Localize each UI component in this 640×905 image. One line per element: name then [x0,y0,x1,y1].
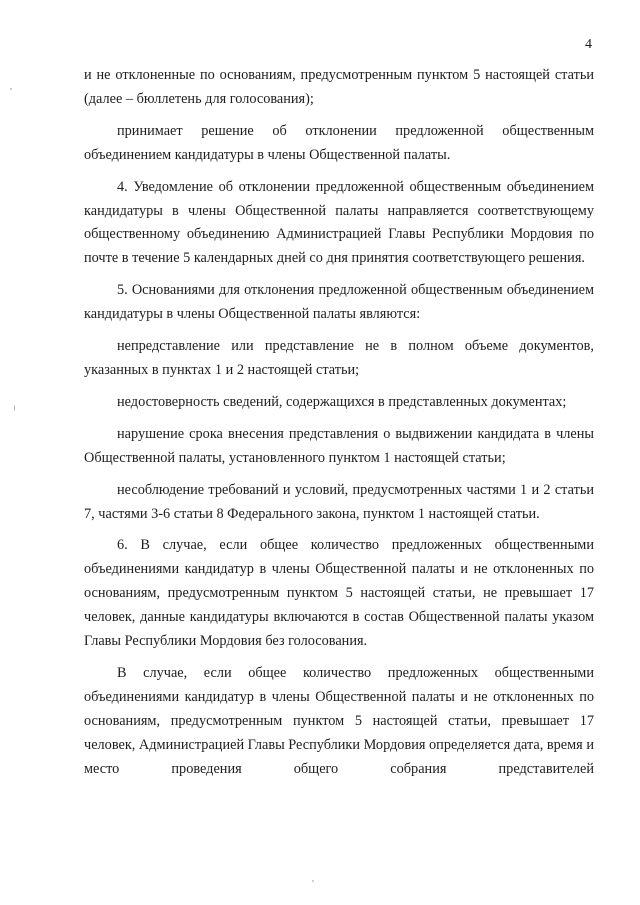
paragraph: принимает решение об отклонении предложенной общественным объединением кандидатуры в члены Общественной палаты. [84,122,594,163]
paragraph: недостоверность сведений, содержащихся в представленных документах; [117,393,567,410]
paragraph: нарушение срока внесения представления о выдвижении кандидата в члены Общественной палаты, установленного пунктом 1 настоящей статьи; [84,425,594,466]
scan-speck [10,88,12,90]
document-body [84,64,594,789]
paragraph: 4. Уведомление об отклонении предложенной общественным объединением кандидатуры в члены Общественной палаты направляется соответствующему общественному объединению Администрацией Главы Республики Мордовия по почте в течение 5 календарных дней со дня принятия соответствующего решения. [84,178,594,267]
paragraph: 5. Основаниями для отклонения предложенной общественным объединением кандидатуры в члены Общественной палаты являются: [84,282,594,323]
paragraph: и не отклоненные по основаниям, предусмотренным пунктом 5 настоящей статьи (далее – бюллетень для голосования); [84,67,594,107]
scan-speck [14,405,15,411]
paragraph: несоблюдение требований и условий, предусмотренных частями 1 и 2 статьи 7, частями 3-6 статьи 8 Федерального закона, пунктом 1 настоящей статьи. [84,481,594,522]
paragraph: непредставление или представление не в полном объеме документов, указанных в пунктах 1 и 2 настоящей статьи; [84,338,594,378]
paragraph: В случае, если общее количество предложенных общественными объединениями кандидатур в члены Общественной палаты и не отклоненных по основаниям, предусмотренным пунктом 5 настоящей статьи, превышает 17 человек, Администрацией Главы Республики Мордовия определяется дата, время и место проведения общего собрания представителей [84,664,594,777]
scan-speck [312,880,314,882]
page-number: 4 [585,37,592,52]
paragraph: 6. В случае, если общее количество предложенных общественными объединениями кандидатур в члены Общественной палаты и не отклоненных по основаниям, предусмотренным пунктом 5 настоящей статьи, не превышает 17 человек, данные кандидатуры включаются в состав Общественной палаты указом Главы Республики Мордовия без голосования. [84,537,594,650]
